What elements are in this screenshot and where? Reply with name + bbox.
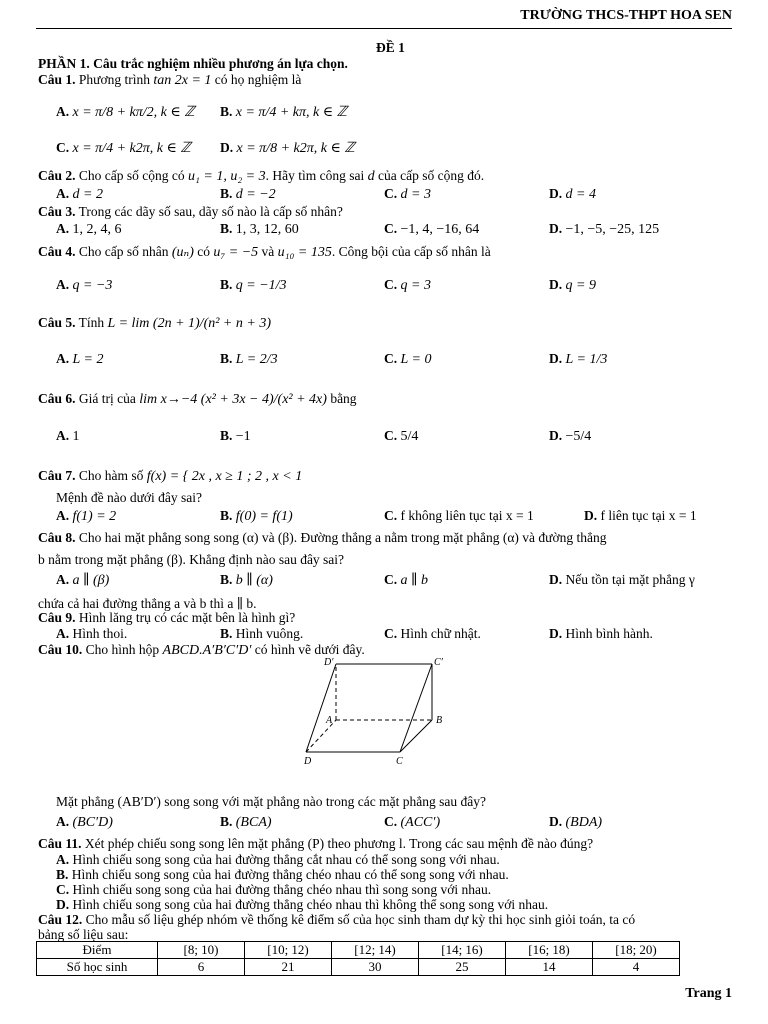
option-a[interactable]: A. L = 2 <box>56 351 104 367</box>
exam-title: ĐỀ 1 <box>376 40 405 55</box>
option-c[interactable]: C. (ACC′) <box>384 814 441 830</box>
option-c[interactable]: C. x = π/4 + k2π, k ∈ ℤ <box>56 140 191 156</box>
option-c[interactable]: C. Hình chiếu song song của hai đường thẳng chéo nhau thì song song với nhau. <box>56 882 492 897</box>
option-c[interactable]: C. Hình chữ nhật. <box>384 626 481 641</box>
option-d[interactable]: D. (BDA) <box>549 814 603 830</box>
table-cell: 14 <box>506 959 593 976</box>
option-c[interactable]: C. f không liên tục tại x = 1 <box>384 508 534 523</box>
table-cell: 21 <box>245 959 332 976</box>
question-label: Câu 1. <box>38 72 76 87</box>
option-d[interactable]: D. L = 1/3 <box>549 351 608 367</box>
question-6: Câu 6. Giá trị của lim x→−4 (x² + 3x − 4)/(x² + 4x) bằng <box>38 391 357 407</box>
limit-expression: L = lim (2n + 1)/(n² + n + 3) <box>107 316 271 331</box>
table-cell: 30 <box>332 959 419 976</box>
header-rule <box>36 28 732 29</box>
score-table <box>36 941 680 976</box>
option-b[interactable]: B. −1 <box>220 428 251 444</box>
label-c: C <box>396 756 403 767</box>
label-cp: C′ <box>434 657 443 668</box>
label-d: D <box>304 756 312 767</box>
question-8-continuation: chứa cả hai đường thẳng a và b thì a ∥ b. <box>38 596 257 611</box>
option-a[interactable]: A. x = π/8 + kπ/2, k ∈ ℤ <box>56 104 195 120</box>
option-b[interactable]: B. (BCA) <box>220 814 272 830</box>
label-a: A <box>326 715 333 726</box>
option-d[interactable]: D. Hình bình hành. <box>549 626 653 641</box>
option-a[interactable]: A. (BC′D) <box>56 814 113 830</box>
limit-expression: lim x→−4 (x² + 3x − 4)/(x² + 4x) <box>139 392 327 407</box>
edge-c-b <box>400 720 432 752</box>
option-b[interactable]: B. d = −2 <box>220 186 276 202</box>
parallelepiped-figure <box>296 656 466 768</box>
table-cell: Số học sinh <box>37 959 158 976</box>
question-10: Câu 10. Cho hình hộp ABCD.A′B′C′D′ có hình vẽ dưới đây. <box>38 642 365 658</box>
question-3: Câu 3. Trong các dãy số sau, dãy số nào là cấp số nhân? <box>38 204 343 219</box>
question-12-line2: bảng số liệu sau: <box>38 927 129 942</box>
question-text: Phương trình <box>78 72 150 87</box>
question-10-prompt: Mặt phẳng (AB′D′) song song với mặt phẳng nào trong các mặt phẳng sau đây? <box>56 794 486 809</box>
label-dp: D′ <box>324 657 334 668</box>
option-c[interactable]: C. 5/4 <box>384 428 419 444</box>
table-header-cell: [8; 10) <box>158 942 245 959</box>
option-d[interactable]: D. −1, −5, −25, 125 <box>549 221 660 237</box>
table-cell: 6 <box>158 959 245 976</box>
option-a[interactable]: A. a ∥ (β) <box>56 572 110 588</box>
question-11: Câu 11. Xét phép chiếu song song lên mặt phẳng (P) theo phương l. Trong các sau mệnh đề nào đúng? <box>38 836 594 851</box>
question-9: Câu 9. Hình lăng trụ có các mặt bên là hình gì? <box>38 610 296 625</box>
option-d[interactable]: D. d = 4 <box>549 186 596 202</box>
option-d[interactable]: D. f liên tục tại x = 1 <box>584 508 697 523</box>
option-b[interactable]: B. x = π/4 + kπ, k ∈ ℤ <box>220 104 348 120</box>
option-a[interactable]: A. d = 2 <box>56 186 103 202</box>
table-row <box>37 942 680 959</box>
question-7: Câu 7. Cho hàm số f(x) = { 2x , x ≥ 1 ; 2 , x < 1 <box>38 468 303 484</box>
option-a[interactable]: A. q = −3 <box>56 277 113 293</box>
question-8: Câu 8. Cho hai mặt phẳng song song (α) và (β). Đường thẳng a nằm trong mặt phẳng (α) và đường thẳng <box>38 530 607 545</box>
equation: tan 2x = 1 <box>153 73 212 88</box>
option-b[interactable]: B. Hình chiếu song song của hai đường thẳng chéo nhau có thể song song với nhau. <box>56 867 509 882</box>
table-header-cell: [12; 14) <box>332 942 419 959</box>
question-4: Câu 4. Cho cấp số nhân (uₙ) có u₇ = −5 và u₁₀ = 135. Công bội của cấp số nhân là <box>38 244 491 260</box>
option-a[interactable]: A. f(1) = 2 <box>56 508 117 524</box>
option-b[interactable]: B. 1, 3, 12, 60 <box>220 221 299 237</box>
option-d[interactable]: D. Hình chiếu song song của hai đường thẳng chéo nhau thì không thể song song với nhau. <box>56 897 549 912</box>
option-d[interactable]: D. Nếu tồn tại mặt phẳng γ <box>549 572 695 587</box>
question-8-line2: b nằm trong mặt phẳng (β). Khẳng định nào sau đây sai? <box>38 552 345 567</box>
table-header-cell: [18; 20) <box>593 942 680 959</box>
equation: u₁ = 1, u₂ = 3 <box>188 169 266 184</box>
question-5: Câu 5. Tính L = lim (2n + 1)/(n² + n + 3) <box>38 315 271 331</box>
option-a[interactable]: A. 1, 2, 4, 6 <box>56 221 122 237</box>
table-header-cell: [14; 16) <box>419 942 506 959</box>
option-c[interactable]: C. q = 3 <box>384 277 431 293</box>
option-b[interactable]: B. q = −1/3 <box>220 277 287 293</box>
page-number: Trang 1 <box>685 986 732 1001</box>
question-7-prompt: Mệnh đề nào dưới đây sai? <box>56 490 203 505</box>
question-2: Câu 2. Cho cấp số cộng có u₁ = 1, u₂ = 3. Hãy tìm công sai d của cấp số cộng đó. <box>38 168 485 184</box>
part-heading: PHẦN 1. Câu trắc nghiệm nhiều phương án lựa chọn. <box>38 56 348 71</box>
option-a[interactable]: A. Hình thoi. <box>56 626 128 641</box>
option-value: x = π/8 + k2π, k ∈ ℤ <box>236 141 355 156</box>
edge-dp-d <box>306 664 336 752</box>
option-b[interactable]: B. L = 2/3 <box>220 351 278 367</box>
table-header-cell: Điểm <box>37 942 158 959</box>
option-value: x = π/4 + k2π, k ∈ ℤ <box>72 141 191 156</box>
option-value: x = π/4 + kπ, k ∈ ℤ <box>235 105 348 120</box>
table-cell: 4 <box>593 959 680 976</box>
piecewise-function: f(x) = { 2x , x ≥ 1 ; 2 , x < 1 <box>146 469 303 484</box>
table-cell: 25 <box>419 959 506 976</box>
option-d[interactable]: D. −5/4 <box>549 428 592 444</box>
option-c[interactable]: C. −1, 4, −16, 64 <box>384 221 480 237</box>
option-b[interactable]: B. f(0) = f(1) <box>220 508 293 524</box>
option-b[interactable]: B. Hình vuông. <box>220 626 304 641</box>
edge-cp-c <box>400 664 432 752</box>
question-text: có họ nghiệm là <box>214 72 302 87</box>
table-header-cell: [10; 12) <box>245 942 332 959</box>
option-a[interactable]: A. 1 <box>56 428 80 444</box>
question-12: Câu 12. Cho mẫu số liệu ghép nhóm về thống kê điểm số của học sinh tham dự kỳ thi học sinh giỏi toán, ta có <box>38 912 636 927</box>
option-d[interactable]: D. x = π/8 + k2π, k ∈ ℤ <box>220 140 355 156</box>
option-c[interactable]: C. d = 3 <box>384 186 431 202</box>
label-b: B <box>436 715 443 726</box>
table-row <box>37 959 680 976</box>
option-d[interactable]: D. q = 9 <box>549 277 596 293</box>
school-header: TRƯỜNG THCS-THPT HOA SEN <box>520 8 732 23</box>
option-a[interactable]: A. Hình chiếu song song của hai đường thẳng cắt nhau có thể song song với nhau. <box>56 852 500 867</box>
table-header-cell: [16; 18) <box>506 942 593 959</box>
option-value: x = π/8 + kπ/2, k ∈ ℤ <box>72 105 195 120</box>
option-c[interactable]: C. L = 0 <box>384 351 432 367</box>
question-1 <box>38 72 301 89</box>
option-c[interactable]: C. a ∥ b <box>384 572 428 588</box>
option-b[interactable]: B. b ∥ (α) <box>220 572 273 588</box>
